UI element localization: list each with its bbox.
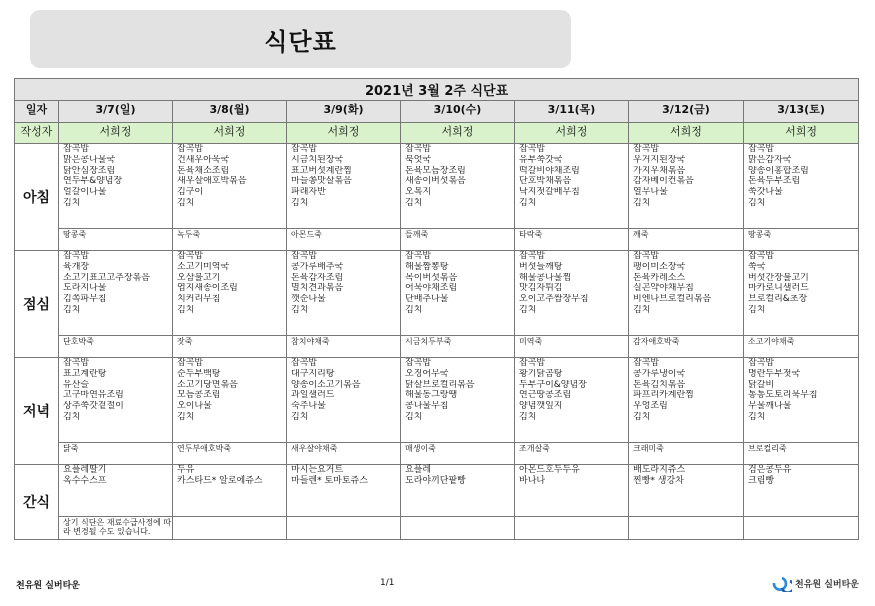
day-menu-cell: [629, 358, 744, 443]
menu-item: 김치: [633, 197, 651, 208]
snack-cell: [173, 465, 287, 517]
snack-cell: [744, 465, 859, 517]
brand-logo: [772, 574, 859, 592]
day-menu-cell: [287, 358, 401, 443]
menu-item: 파프리카계란찜: [633, 390, 694, 401]
snack-item: 두유: [177, 465, 195, 475]
author-cell: 서희정: [744, 123, 859, 144]
menu-item: 김구이: [177, 187, 204, 198]
date-cell: 3/11(목): [515, 101, 629, 123]
menu-item: 닭안심장조림: [63, 165, 116, 176]
snack-item: 검은콩두유: [748, 465, 792, 475]
menu-item: 김치: [405, 197, 423, 208]
menu-item: 육개장: [63, 261, 90, 272]
menu-table: [14, 78, 859, 540]
day-menu-cell: [515, 358, 629, 443]
menu-item: 두부구이&양념장: [519, 379, 587, 390]
menu-item: 어묵야채조림: [405, 283, 458, 294]
title-banner: [30, 10, 571, 68]
menu-item: 콩나물무침: [405, 401, 449, 412]
snack-cell: [629, 465, 744, 517]
meal-row: [15, 251, 859, 336]
porridge-cell: [401, 229, 515, 251]
day-menu-cell: [59, 358, 173, 443]
day-menu-cell: [173, 251, 287, 336]
snack-item: 아몬드호두두유: [519, 465, 580, 475]
menu-item: 김치: [748, 411, 766, 422]
porridge-cell: [173, 443, 287, 465]
porridge-item: 땅콩죽: [748, 230, 772, 239]
author-cell: 서희정: [287, 123, 401, 144]
menu-item: 김치: [748, 197, 766, 208]
porridge-item: 시금치두부죽: [405, 337, 452, 346]
author-row: [15, 123, 859, 144]
porridge-cell: [515, 336, 629, 358]
menu-item: 시금치된장국: [291, 154, 344, 165]
porridge-item: 소고기야채죽: [748, 337, 795, 346]
snack-item: 카스타드* 알로에쥬스: [177, 476, 263, 486]
date-cell: 3/13(토): [744, 101, 859, 123]
menu-item: 유산슬: [63, 379, 90, 390]
menu-item: 김치: [291, 411, 309, 422]
author-cell: 서희정: [59, 123, 173, 144]
porridge-cell: [515, 229, 629, 251]
day-menu-cell: [629, 251, 744, 336]
porridge-cell: [744, 229, 859, 251]
porridge-cell: [287, 443, 401, 465]
empty-cell: [744, 517, 859, 540]
menu-item: 실곤약야채무침: [633, 283, 694, 294]
porridge-item: 단호박죽: [63, 337, 94, 346]
menu-item: 버섯간장불고기: [748, 272, 809, 283]
day-menu-cell: [744, 251, 859, 336]
author-cell: 서희정: [515, 123, 629, 144]
porridge-cell: [744, 336, 859, 358]
menu-item: 북엇국: [405, 154, 432, 165]
menu-item: 해물짬뽕탕: [405, 261, 449, 272]
menu-item: 잡곡밥: [748, 144, 775, 154]
day-menu-cell: [287, 251, 401, 336]
menu-item: 잡곡밥: [748, 358, 775, 368]
snack-cell: [287, 465, 401, 517]
meal-label: 아침: [15, 144, 59, 251]
menu-item: 맑은감자국: [748, 154, 792, 165]
day-menu-cell: [515, 144, 629, 229]
empty-cell: [515, 517, 629, 540]
menu-item: 소고기미역국: [177, 261, 230, 272]
menu-item: 낙지젓갈배무침: [519, 187, 580, 198]
menu-item: 모듬콩조림: [177, 390, 221, 401]
porridge-item: 들깨죽: [405, 230, 429, 239]
porridge-item: 크래미죽: [633, 444, 664, 453]
porridge-item: 아몬드죽: [291, 230, 322, 239]
porridge-item: 깨죽: [633, 230, 649, 239]
menu-item: 잡곡밥: [748, 251, 775, 261]
menu-item: 얼갈이나물: [63, 187, 107, 198]
menu-item: 상추쑥갓겉절이: [63, 401, 124, 412]
menu-item: 김치: [177, 197, 195, 208]
menu-item: 김치: [405, 304, 423, 315]
menu-item: 김치: [519, 197, 537, 208]
menu-item: 치커리무침: [177, 294, 221, 305]
porridge-item: 땅콩죽: [63, 230, 87, 239]
menu-item: 잡곡밥: [633, 251, 660, 261]
porridge-item: 브로컬리죽: [748, 444, 787, 453]
menu-item: 김치: [519, 304, 537, 315]
note-row: [15, 517, 859, 540]
menu-item: 고구마연유조림: [63, 390, 124, 401]
porridge-item: 타락죽: [519, 230, 543, 239]
porridge-item: 감자애호박죽: [633, 337, 680, 346]
menu-item: 잡곡밥: [633, 358, 660, 368]
menu-item: 연두부&양념장: [63, 176, 123, 187]
porridge-item: 매생이죽: [405, 444, 436, 453]
porridge-item: 미역죽: [519, 337, 543, 346]
menu-item: 통통도토리묵무침: [748, 390, 818, 401]
empty-cell: [401, 517, 515, 540]
page-title: 식단표: [264, 27, 337, 56]
menu-item: 김치: [63, 411, 81, 422]
menu-item: 쑥갓나물: [748, 187, 783, 198]
meal-label: 저녁: [15, 358, 59, 465]
brand-name: 천유원 실버타운: [795, 579, 859, 590]
menu-item: 잡곡밥: [519, 358, 546, 368]
snack-item: 요플레: [405, 465, 432, 475]
porridge-item: 참치야채죽: [291, 337, 330, 346]
day-menu-cell: [744, 144, 859, 229]
menu-item: 김치: [405, 411, 423, 422]
menu-item: 돈육카레소스: [633, 272, 686, 283]
menu-item: 버섯들깨탕: [519, 261, 563, 272]
menu-item: 유부쑥갓국: [519, 154, 563, 165]
snack-item: 배도라지쥬스: [633, 465, 686, 475]
menu-item: 오이나물: [177, 401, 212, 412]
empty-cell: [287, 517, 401, 540]
snack-item: 마시는요거트: [291, 465, 344, 475]
snack-item: 도라야끼단팥빵: [405, 476, 466, 486]
menu-item: 오복지: [405, 187, 432, 198]
porridge-cell: [287, 229, 401, 251]
menu-item: 파래자반: [291, 187, 326, 198]
menu-item: 돈육김치볶음: [633, 379, 686, 390]
porridge-row: [15, 336, 859, 358]
menu-item: 팽이미소장국: [633, 261, 686, 272]
menu-item: 연근땅콩조림: [519, 390, 572, 401]
menu-item: 콩가루배추국: [291, 261, 344, 272]
menu-item: 마카로니샐러드: [748, 283, 809, 294]
menu-item: 양송이소고기볶음: [291, 379, 361, 390]
author-cell: 서희정: [173, 123, 287, 144]
menu-item: 소고기표고고추장볶음: [63, 272, 150, 283]
porridge-cell: [401, 336, 515, 358]
snack-item: 옥수수스프: [63, 476, 107, 486]
menu-item: 열무나물: [633, 187, 668, 198]
menu-item: 돈육채소조림: [177, 165, 230, 176]
menu-item: 마늘쫑맛살볶음: [291, 176, 352, 187]
menu-item: 돈육감자조림: [291, 272, 344, 283]
menu-item: 닭살브로컬리볶음: [405, 379, 475, 390]
day-menu-cell: [515, 251, 629, 336]
porridge-cell: [744, 443, 859, 465]
menu-note: 상기 식단은 재료수급사정에 따라 변경될 수도 있습니다.: [63, 518, 172, 536]
menu-item: 양송이홍합조림: [748, 165, 809, 176]
empty-cell: [629, 517, 744, 540]
snack-cell: [515, 465, 629, 517]
porridge-cell: [629, 443, 744, 465]
date-header-label: 일자: [15, 101, 59, 123]
menu-item: 소고기당면볶음: [177, 379, 238, 390]
menu-item: 맛김자튀김: [519, 283, 563, 294]
menu-item: 우엉조림: [633, 401, 668, 412]
porridge-row: [15, 443, 859, 465]
date-header-row: [15, 101, 859, 123]
menu-item: 잡곡밥: [63, 251, 90, 261]
menu-item: 김치: [633, 411, 651, 422]
menu-item: 오삼불고기: [177, 272, 221, 283]
menu-item: 잡곡밥: [63, 358, 90, 368]
meal-row: [15, 144, 859, 229]
menu-item: 잡곡밥: [291, 358, 318, 368]
menu-item: 김치: [748, 304, 766, 315]
menu-item: 목이버섯볶음: [405, 272, 458, 283]
menu-item: 단배추나물: [405, 294, 449, 305]
menu-item: 김치: [291, 304, 309, 315]
menu-item: 잡곡밥: [177, 251, 204, 261]
menu-item: 김치: [177, 411, 195, 422]
date-cell: 3/7(일): [59, 101, 173, 123]
menu-item: 잡곡밥: [177, 144, 204, 154]
menu-item: 명란두부젓국: [748, 368, 801, 379]
menu-item: 잡곡밥: [405, 358, 432, 368]
footer-org-name: 천유원 실버타운: [16, 581, 80, 591]
menu-item: 김치: [291, 197, 309, 208]
snack-item: 크림빵: [748, 476, 775, 486]
porridge-cell: [401, 443, 515, 465]
day-menu-cell: [744, 358, 859, 443]
day-menu-cell: [629, 144, 744, 229]
porridge-cell: [59, 336, 173, 358]
menu-item: 돈육두부조림: [748, 176, 801, 187]
menu-item: 브로컬리&초장: [748, 294, 808, 305]
menu-item: 도라지나물: [63, 283, 107, 294]
snack-row: [15, 465, 859, 517]
porridge-cell: [629, 229, 744, 251]
porridge-cell: [515, 443, 629, 465]
porridge-cell: [173, 229, 287, 251]
day-menu-cell: [173, 358, 287, 443]
menu-item: 잡곡밥: [633, 144, 660, 154]
snack-cell: [59, 465, 173, 517]
menu-item: 잡곡밥: [405, 251, 432, 261]
menu-item: 맑은콩나물국: [63, 154, 116, 165]
menu-item: 대구지리탕: [291, 368, 335, 379]
day-menu-cell: [287, 144, 401, 229]
menu-item: 김치: [63, 197, 81, 208]
day-menu-cell: [401, 144, 515, 229]
menu-item: 닭갈비: [748, 379, 775, 390]
menu-item: 표고버섯계란찜: [291, 165, 352, 176]
meal-row: [15, 358, 859, 443]
menu-item: 무물깨나물: [748, 401, 792, 412]
day-menu-cell: [59, 251, 173, 336]
snack-item: 요플레딸기: [63, 465, 107, 475]
menu-item: 김치: [633, 304, 651, 315]
menu-item: 김치: [519, 411, 537, 422]
porridge-row: [15, 229, 859, 251]
menu-item: 잡곡밥: [519, 144, 546, 154]
day-menu-cell: [59, 144, 173, 229]
porridge-item: 조개살죽: [519, 444, 550, 453]
menu-item: 오이고추쌈장무침: [519, 294, 589, 305]
menu-item: 잡곡밥: [291, 251, 318, 261]
porridge-cell: [173, 336, 287, 358]
menu-item: 건새우아욱국: [177, 154, 230, 165]
day-menu-cell: [173, 144, 287, 229]
date-cell: 3/12(금): [629, 101, 744, 123]
menu-item: 감자베이컨볶음: [633, 176, 694, 187]
menu-item: 해물동그랑땡: [405, 390, 458, 401]
menu-item: 비엔나브로컬리볶음: [633, 294, 712, 305]
page-number: 1/1: [380, 578, 395, 588]
menu-item: 황기닭곰탕: [519, 368, 563, 379]
author-cell: 서희정: [629, 123, 744, 144]
porridge-cell: [59, 229, 173, 251]
porridge-cell: [629, 336, 744, 358]
table-caption: 2021년 3월 2주 식단표: [15, 79, 859, 101]
menu-item: 순두부백탕: [177, 368, 221, 379]
snack-item: 찐빵* 생강차: [633, 476, 684, 486]
porridge-item: 잣죽: [177, 337, 193, 346]
porridge-item: 닭죽: [63, 444, 79, 453]
menu-item: 오징어무국: [405, 368, 449, 379]
menu-item: 단호박채볶음: [519, 176, 572, 187]
menu-item: 쑥국: [748, 261, 766, 272]
snack-item: 마들렌* 토마토쥬스: [291, 476, 368, 486]
menu-item: 김쪽파무침: [63, 294, 107, 305]
porridge-cell: [287, 336, 401, 358]
menu-item: 표고계란탕: [63, 368, 107, 379]
meal-label: 점심: [15, 251, 59, 358]
menu-item: 잡곡밥: [519, 251, 546, 261]
author-label: 작성자: [15, 123, 59, 144]
menu-item: 해물콩나물찜: [519, 272, 572, 283]
menu-item: 새우살애호박볶음: [177, 176, 247, 187]
snack-label: 간식: [15, 465, 59, 540]
author-cell: 서희정: [401, 123, 515, 144]
porridge-item: 녹두죽: [177, 230, 201, 239]
menu-item: 엽지새송이조림: [177, 283, 238, 294]
note-cell: [59, 517, 173, 540]
menu-item: 과일샐러드: [291, 390, 335, 401]
date-cell: 3/8(월): [173, 101, 287, 123]
date-cell: 3/9(화): [287, 101, 401, 123]
menu-item: 김치: [177, 304, 195, 315]
snack-item: 바나나: [519, 476, 546, 486]
menu-item: 숙주나물: [291, 401, 326, 412]
day-menu-cell: [401, 358, 515, 443]
porridge-item: 새우살야채죽: [291, 444, 338, 453]
menu-item: 새송이버섯볶음: [405, 176, 466, 187]
menu-item: 멸치견과볶음: [291, 283, 344, 294]
menu-item: 양념깻잎지: [519, 401, 563, 412]
day-menu-cell: [401, 251, 515, 336]
menu-item: 잡곡밥: [405, 144, 432, 154]
menu-item: 콩가루냉이국: [633, 368, 686, 379]
menu-item: 떡갈비야채조림: [519, 165, 580, 176]
menu-item: 우거지된장국: [633, 154, 686, 165]
logo-icon: [772, 574, 792, 592]
menu-item: 돈육모듬장조림: [405, 165, 466, 176]
date-cell: 3/10(수): [401, 101, 515, 123]
empty-cell: [173, 517, 287, 540]
menu-item: 잡곡밥: [177, 358, 204, 368]
menu-item: 김치: [63, 304, 81, 315]
porridge-item: 연두부애호박죽: [177, 444, 232, 453]
menu-item: 깻순나물: [291, 294, 326, 305]
porridge-cell: [59, 443, 173, 465]
menu-item: 가지우채볶음: [633, 165, 686, 176]
menu-item: 잡곡밥: [291, 144, 318, 154]
snack-cell: [401, 465, 515, 517]
menu-item: 잡곡밥: [63, 144, 90, 154]
